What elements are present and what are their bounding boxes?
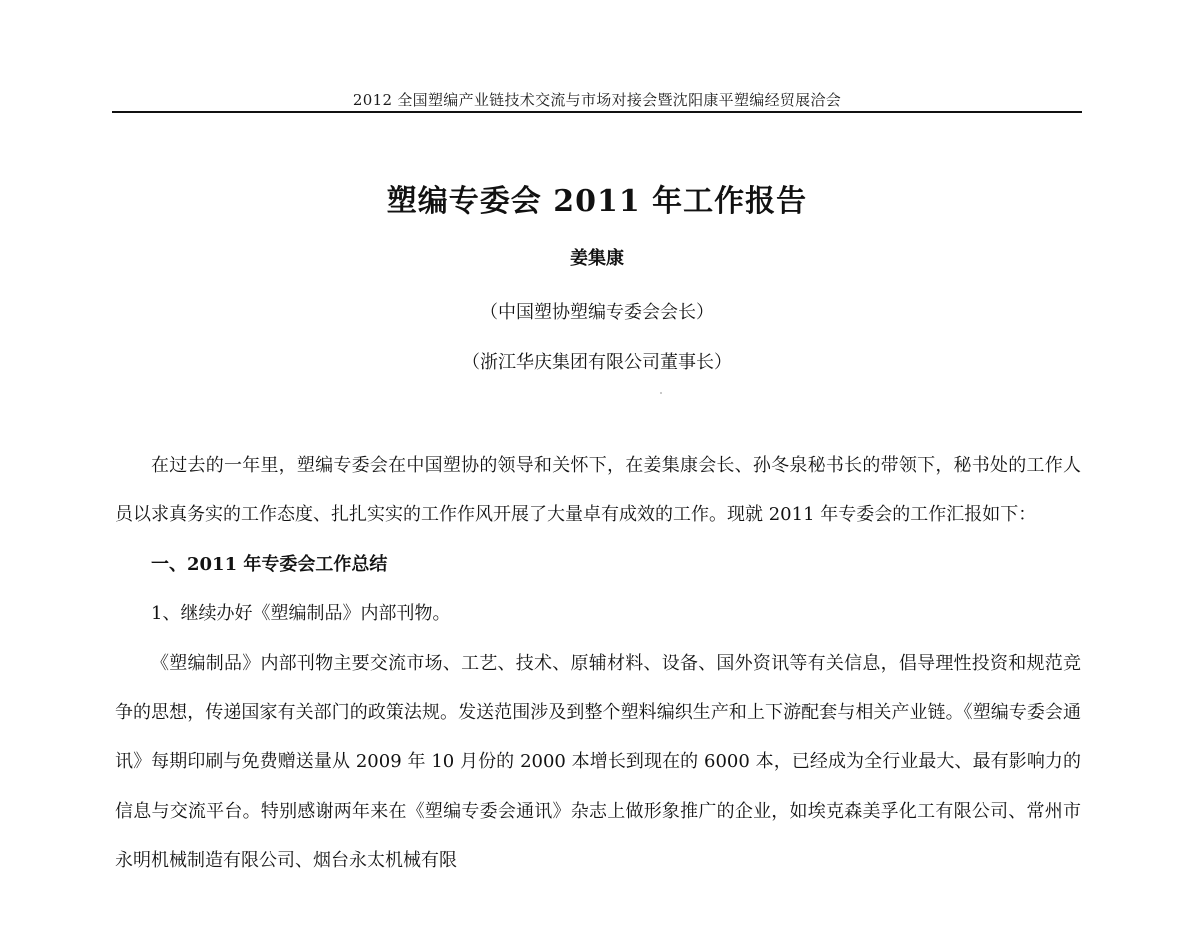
author-name: 姜集康 bbox=[570, 248, 624, 269]
section-heading: 一、2011 年专委会工作总结 bbox=[151, 553, 388, 575]
item-paragraph: 《塑编制品》内部刊物主要交流市场、工艺、技术、原辅材料、设备、国外资讯等有关信息，倡导理性投资和规范竞争的思想，传递国家有关部门的政策法规。发送范围涉及到整个塑料编织生产和上下游配套与相关产业链。《塑编专委会通讯》每期印刷与免费赠送量从 2009 年 10 月份的 2000 本增长到现在的 6000 本，已经成为全行业最大、最有影响力的信息与交流平台。特别感谢两年来在《塑编专委会通讯》杂志上做形象推广的企业，如埃克森美孚化工有限公司、常州市永明机械制造有限公司、烟台永太机械有限 bbox=[115, 652, 1081, 872]
running-header: 2012 全国塑编产业链技术交流与市场对接会暨沈阳康平塑编经贸展洽会 bbox=[352, 91, 842, 109]
author-affiliation-1: （中国塑协塑编专委会会长） bbox=[480, 302, 714, 323]
report-title: 塑编专委会 2011 年工作报告 bbox=[386, 184, 808, 219]
author-affiliation-2: （浙江华庆集团有限公司董事长） bbox=[462, 352, 732, 373]
report-body bbox=[115, 441, 1081, 886]
scan-artifact bbox=[660, 392, 662, 394]
header-divider bbox=[112, 111, 1082, 113]
item-heading: 1、继续办好《塑编制品》内部刊物。 bbox=[151, 603, 451, 625]
intro-paragraph: 在过去的一年里，塑编专委会在中国塑协的领导和关怀下，在姜集康会长、孙冬泉秘书长的带领下，秘书处的工作人员以求真务实的工作态度、扎扎实实的工作作风开展了大量卓有成效的工作。现就 2011 年专委会的工作汇报如下： bbox=[115, 455, 1081, 526]
